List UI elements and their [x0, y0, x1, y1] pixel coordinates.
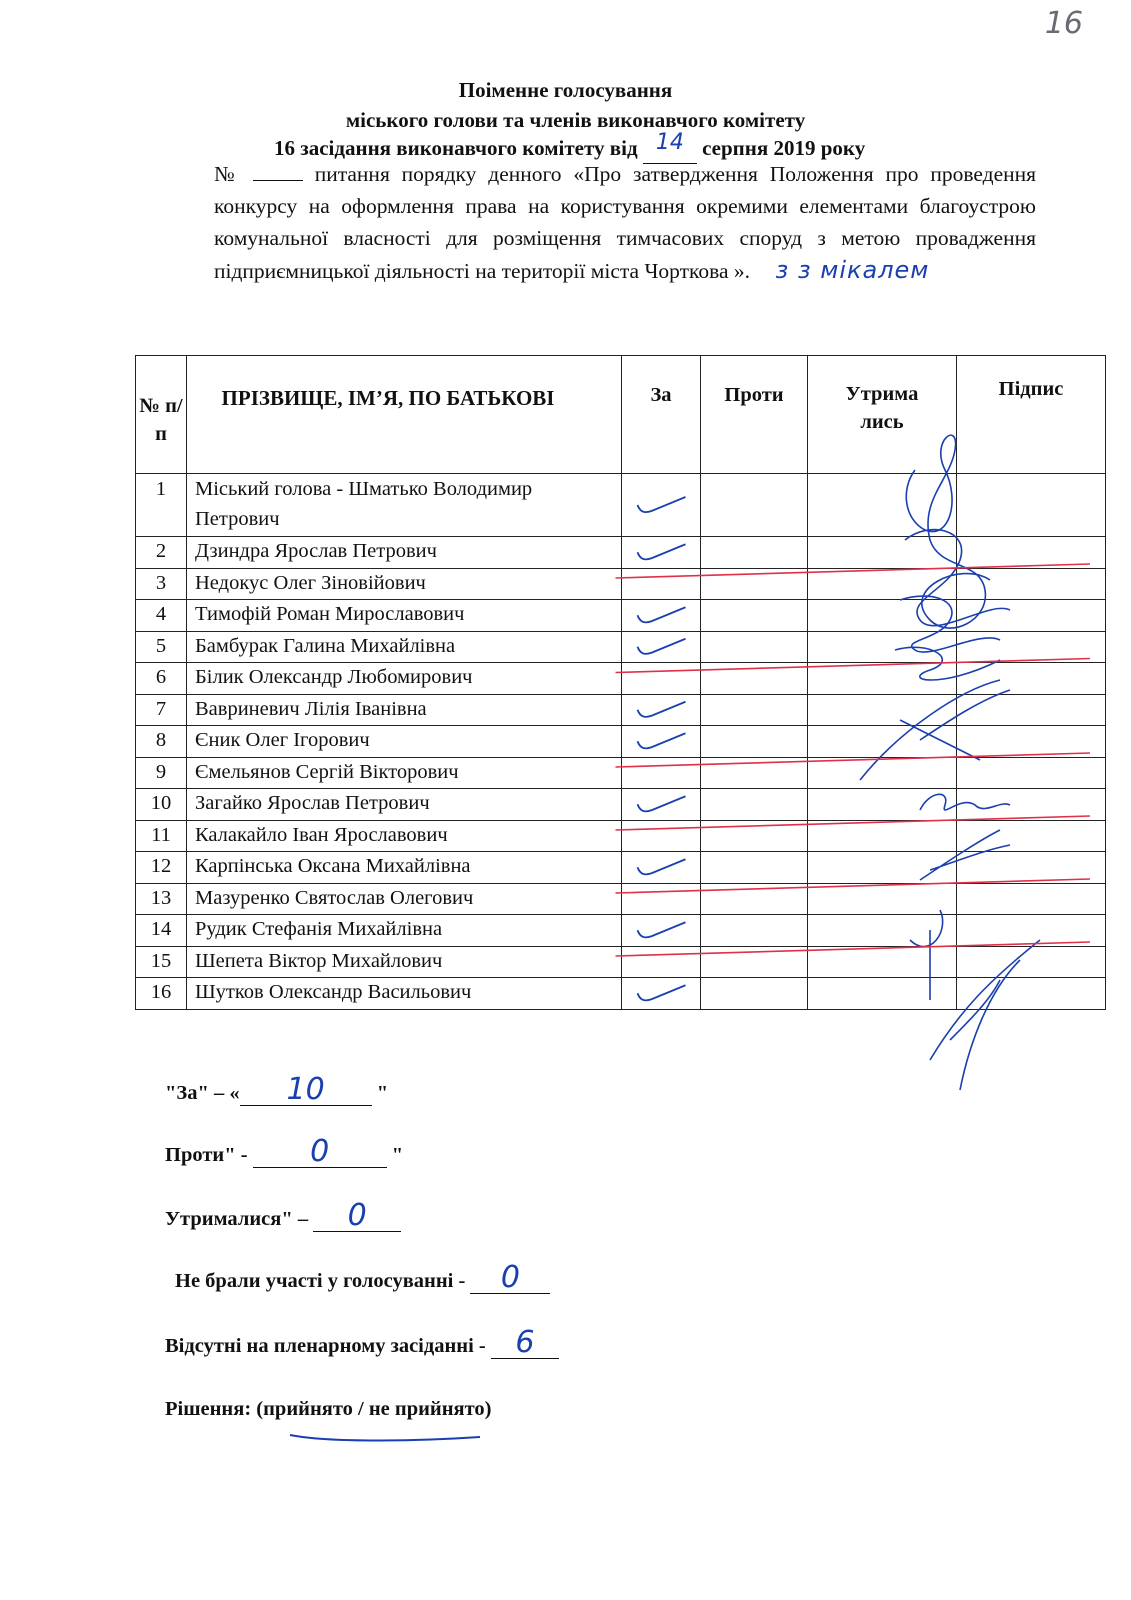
- row-number: 6: [136, 663, 187, 695]
- summary-absent-label: Відсутні на пленарному засіданні -: [165, 1335, 491, 1357]
- table-row: [136, 820, 1106, 852]
- summary-abstained-value: 0: [347, 1198, 367, 1233]
- row-for-cell: [622, 474, 701, 537]
- row-abstained-cell: [808, 537, 957, 569]
- table-row: [136, 915, 1106, 947]
- row-signature-cell: [957, 946, 1106, 978]
- table-header-row: [136, 356, 1106, 474]
- row-for-cell: [622, 978, 701, 1010]
- header-number: № п/ п: [136, 356, 187, 474]
- row-name: Ємельянов Сергій Вікторович: [187, 757, 622, 789]
- row-against-cell: [701, 915, 808, 947]
- row-number: 11: [136, 820, 187, 852]
- row-name: Вавриневич Лілія Іванівна: [187, 694, 622, 726]
- row-against-cell: [701, 474, 808, 537]
- row-number: 7: [136, 694, 187, 726]
- table-row: [136, 568, 1106, 600]
- row-name: Міський голова - Шматько Володимир Петрович: [187, 474, 622, 537]
- row-against-cell: [701, 631, 808, 663]
- row-signature-cell: [957, 600, 1106, 632]
- agenda-text: питання порядку денного «Про затвердження Положення про проведення конкурсу на оформлення права на користування окремими елементами благоустрою комунальної власності для розміщення тимчасових споруд з метою провадження підприємницької діяльності на території міста Чорткова ».: [214, 162, 1037, 283]
- agenda-number-sign: №: [214, 162, 241, 186]
- table-row: [136, 757, 1106, 789]
- row-against-cell: [701, 883, 808, 915]
- row-against-cell: [701, 789, 808, 821]
- summary-decision: [165, 1398, 492, 1421]
- row-name: Бамбурак Галина Михайлівна: [187, 631, 622, 663]
- row-name: Карпінська Оксана Михайлівна: [187, 852, 622, 884]
- row-number: 4: [136, 600, 187, 632]
- row-against-cell: [701, 726, 808, 758]
- row-against-cell: [701, 946, 808, 978]
- row-number: 8: [136, 726, 187, 758]
- header-against: Проти: [701, 356, 808, 474]
- row-for-cell: [622, 663, 701, 695]
- table-row: [136, 600, 1106, 632]
- row-signature-cell: [957, 568, 1106, 600]
- row-signature-cell: [957, 978, 1106, 1010]
- row-signature-cell: [957, 726, 1106, 758]
- header-for: За: [622, 356, 701, 474]
- row-for-cell: [622, 600, 701, 632]
- header-abstained: Утрима лись: [808, 356, 957, 474]
- row-name: Білик Олександр Любомирович: [187, 663, 622, 695]
- summary-against: [165, 1134, 404, 1169]
- row-abstained-cell: [808, 946, 957, 978]
- summary-decision-value: (прийнято / не прийнято): [256, 1398, 492, 1420]
- summary-abstained: [165, 1198, 401, 1233]
- table-row: [136, 726, 1106, 758]
- summary-not-participated: [175, 1260, 550, 1295]
- row-number: 13: [136, 883, 187, 915]
- row-abstained-cell: [808, 726, 957, 758]
- table-row: [136, 883, 1106, 915]
- row-signature-cell: [957, 789, 1106, 821]
- row-against-cell: [701, 852, 808, 884]
- table-row: [136, 852, 1106, 884]
- table-row: [136, 474, 1106, 537]
- table-row: [136, 631, 1106, 663]
- row-name: Загайко Ярослав Петрович: [187, 789, 622, 821]
- row-name: Мазуренко Святослав Олегович: [187, 883, 622, 915]
- row-for-cell: [622, 820, 701, 852]
- roll-call-table: [135, 355, 1106, 1010]
- row-number: 9: [136, 757, 187, 789]
- summary-not-participated-label: Не брали участі у голосуванні -: [175, 1270, 471, 1292]
- row-signature-cell: [957, 852, 1106, 884]
- summary-against-label: Проти" -: [165, 1144, 253, 1166]
- row-against-cell: [701, 568, 808, 600]
- row-number: 1: [136, 474, 187, 537]
- row-number: 5: [136, 631, 187, 663]
- row-name: Калакайло Іван Ярославович: [187, 820, 622, 852]
- agenda-item: [214, 158, 1036, 287]
- row-for-cell: [622, 789, 701, 821]
- row-abstained-cell: [808, 757, 957, 789]
- row-name: Шутков Олександр Васильович: [187, 978, 622, 1010]
- summary-decision-label: Рішення:: [165, 1398, 257, 1420]
- row-number: 14: [136, 915, 187, 947]
- row-for-cell: [622, 915, 701, 947]
- row-for-cell: [622, 946, 701, 978]
- row-abstained-cell: [808, 883, 957, 915]
- row-signature-cell: [957, 694, 1106, 726]
- decision-underline: [290, 1435, 480, 1441]
- meeting-prefix: 16 засідання виконавчого комітету від: [274, 136, 638, 160]
- row-abstained-cell: [808, 474, 957, 537]
- row-signature-cell: [957, 915, 1106, 947]
- row-signature-cell: [957, 537, 1106, 569]
- table-row: [136, 537, 1106, 569]
- meeting-suffix: серпня 2019 року: [702, 136, 866, 160]
- summary-against-end: ": [386, 1144, 404, 1166]
- row-abstained-cell: [808, 631, 957, 663]
- summary-for: [165, 1072, 389, 1107]
- row-number: 12: [136, 852, 187, 884]
- row-against-cell: [701, 537, 808, 569]
- row-against-cell: [701, 663, 808, 695]
- row-for-cell: [622, 883, 701, 915]
- row-name: Дзиндра Ярослав Петрович: [187, 537, 622, 569]
- summary-for-end: ": [371, 1082, 389, 1104]
- row-against-cell: [701, 978, 808, 1010]
- header-name: ПРІЗВИЩЕ, ІМ’Я, ПО БАТЬКОВІ: [187, 356, 622, 474]
- row-number: 16: [136, 978, 187, 1010]
- summary-absent: [165, 1325, 559, 1360]
- page-number: 16: [1044, 6, 1083, 41]
- summary-absent-value: 6: [515, 1325, 535, 1360]
- row-for-cell: [622, 568, 701, 600]
- row-name: Недокус Олег Зіновійович: [187, 568, 622, 600]
- row-for-cell: [622, 694, 701, 726]
- row-signature-cell: [957, 883, 1106, 915]
- table-row: [136, 789, 1106, 821]
- row-name: Шепета Віктор Михайлович: [187, 946, 622, 978]
- header-signature: Підпис: [957, 356, 1106, 474]
- row-signature-cell: [957, 474, 1106, 537]
- row-name: Тимофій Роман Мирославович: [187, 600, 622, 632]
- row-number: 3: [136, 568, 187, 600]
- row-abstained-cell: [808, 663, 957, 695]
- row-abstained-cell: [808, 978, 957, 1010]
- summary-abstained-label: Утрималися" –: [165, 1208, 314, 1230]
- row-for-cell: [622, 537, 701, 569]
- table-row: [136, 694, 1106, 726]
- row-abstained-cell: [808, 915, 957, 947]
- row-abstained-cell: [808, 600, 957, 632]
- row-abstained-cell: [808, 820, 957, 852]
- row-signature-cell: [957, 820, 1106, 852]
- summary-for-value: 10: [286, 1072, 325, 1107]
- agenda-number-blank: [253, 166, 303, 181]
- row-name: Рудик Стефанія Михайлівна: [187, 915, 622, 947]
- row-number: 10: [136, 789, 187, 821]
- row-abstained-cell: [808, 852, 957, 884]
- row-signature-cell: [957, 631, 1106, 663]
- row-number: 15: [136, 946, 187, 978]
- row-for-cell: [622, 852, 701, 884]
- row-against-cell: [701, 694, 808, 726]
- summary-for-label: "За" – «: [165, 1082, 240, 1104]
- document-subtitle: міського голови та членів виконавчого комітету: [345, 108, 806, 132]
- row-for-cell: [622, 726, 701, 758]
- agenda-handwritten-note: з з мікалем: [775, 256, 930, 284]
- row-for-cell: [622, 631, 701, 663]
- summary-not-participated-value: 0: [500, 1260, 520, 1295]
- table-row: [136, 663, 1106, 695]
- meeting-date-handwritten: 14: [643, 134, 697, 164]
- table-row: [136, 946, 1106, 978]
- row-signature-cell: [957, 663, 1106, 695]
- row-against-cell: [701, 820, 808, 852]
- row-for-cell: [622, 757, 701, 789]
- row-name: Єник Олег Ігорович: [187, 726, 622, 758]
- row-abstained-cell: [808, 694, 957, 726]
- row-abstained-cell: [808, 568, 957, 600]
- table-body: [136, 474, 1106, 1010]
- row-signature-cell: [957, 757, 1106, 789]
- row-number: 2: [136, 537, 187, 569]
- table-row: [136, 978, 1106, 1010]
- row-against-cell: [701, 757, 808, 789]
- row-abstained-cell: [808, 789, 957, 821]
- summary-against-value: 0: [310, 1134, 330, 1169]
- row-against-cell: [701, 600, 808, 632]
- document-title: Поіменне голосування: [458, 78, 673, 102]
